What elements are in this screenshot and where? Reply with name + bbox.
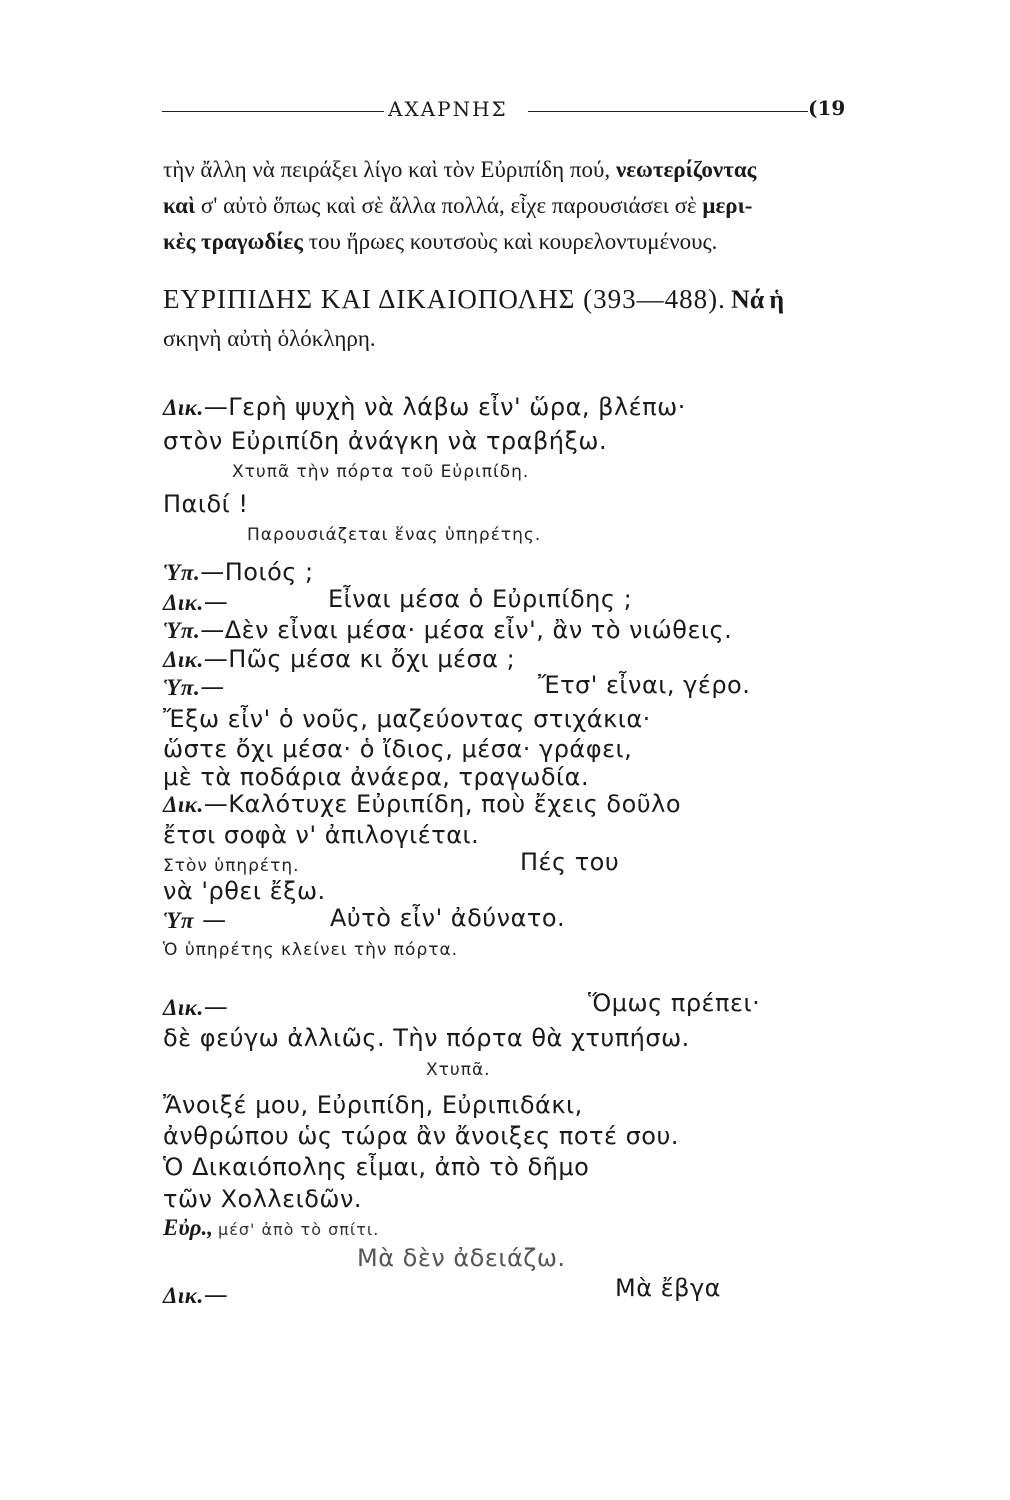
verse-line: νὰ 'ρθει ἔξω. [163, 877, 326, 905]
dialogue-line [163, 1281, 228, 1309]
intro-text: του ἥρωες κουτσοὺς καὶ κουρελοντυμένους. [308, 229, 718, 254]
verse-line: δὲ φεύγω ἀλλιῶς. Τὴν πόρτα θὰ χτυπήσω. [163, 1024, 690, 1052]
verse-text: —Δὲν εἶναι μέσα· μέσα εἶν', ἂν τὸ νιώθεις. [200, 616, 733, 644]
dialogue-line [163, 558, 314, 586]
speaker-label: Εὐρ., [163, 1215, 213, 1240]
speaker-label: Δικ. [163, 395, 204, 420]
intro-bold-text: μερι- [702, 193, 753, 218]
verse-text: —Ποιός ; [200, 558, 314, 586]
verse-line: Ἄνοιξέ μου, Εὐριπίδη, Εὐριπιδάκι, [163, 1091, 583, 1119]
stage-direction: Παρουσιάζεται ἕνας ὑπηρέτης. [247, 525, 542, 545]
verse-line: ὥστε ὄχι μέσα· ὁ ἴδιος, μέσα· γράφει, [163, 735, 633, 763]
speaker-dash: — [200, 673, 225, 701]
section-subtitle: σκηνὴ αὐτὴ ὁλόκληρη. [163, 326, 376, 351]
verse-line: Ὅμως πρέπει· [588, 989, 761, 1017]
verse-line: ἀνθρώπου ὡς τώρα ἂν ἄνοιξες ποτέ σου. [163, 1122, 679, 1150]
dialogue-line [163, 993, 228, 1021]
verse-line: τῶν Χολλειδῶν. [163, 1185, 363, 1213]
verse-line: Μὰ δὲν ἀδειάζω. [357, 1244, 566, 1272]
running-header-title: ΑΧΑΡΝΗΣ [388, 97, 508, 121]
dialogue-line [163, 645, 515, 673]
dialogue-line [163, 393, 686, 421]
speaker-label: Δικ. [163, 995, 204, 1020]
verse-text: —Καλότυχε Εὐριπίδη, ποὺ ἔχεις δοῦλο [203, 790, 682, 818]
verse-line: Παιδί ! [163, 490, 249, 518]
dialogue-line [163, 906, 227, 934]
verse-line: Μὰ ἔβγα [615, 1274, 721, 1302]
stage-direction: Ὁ ὑπηρέτης κλείνει τὴν πόρτα. [163, 940, 459, 960]
speaker-label: Δικ. [163, 647, 204, 672]
speaker-label: Ὑπ. [163, 618, 201, 643]
dialogue-line [163, 588, 228, 616]
section-note: Νά [730, 285, 765, 314]
intro-bold-text: κὲς τραγωδίες [163, 229, 303, 254]
intro-bold-text: καὶ [163, 193, 196, 218]
speaker-label: Ὑπ [163, 908, 194, 933]
header-rule-left [162, 111, 384, 112]
speaker-label: Δικ. [163, 590, 204, 615]
verse-line: μὲ τὰ ποδάρια ἀνάερα, τραγωδία. [163, 763, 590, 791]
verse-text: —Γερὴ ψυχὴ νὰ λάβω εἶν' ὥρα, βλέπω· [203, 393, 686, 421]
section-title: ΕΥΡΙΠΙΔΗΣ ΚΑΙ ΔΙΚΑΙΟΠΟΛΗΣ (393—488). [163, 284, 726, 314]
verse-line: Αὐτὸ εἶν' ἀδύνατο. [330, 904, 566, 932]
intro-line-3 [163, 229, 717, 255]
dialogue-line [163, 790, 681, 818]
stage-direction: Στὸν ὑπηρέτη. [163, 856, 300, 876]
stage-direction: Χτυπᾶ. [426, 1060, 491, 1080]
verse-line: Ὁ Δικαιόπολης εἶμαι, ἀπὸ τὸ δῆμο [163, 1153, 590, 1181]
speaker-dash: — [203, 993, 229, 1021]
intro-text: τὴν ἄλλη νὰ πειράξει λίγο καὶ τὸν Εὐριπίδη πού, [163, 157, 611, 182]
section-note: ἡ [769, 285, 785, 314]
speaker-label: Ὑπ. [163, 675, 201, 700]
intro-line-2 [163, 193, 752, 219]
speaker-label: Ὑπ. [163, 560, 201, 585]
speaker-dash: — [203, 1281, 229, 1309]
dialogue-line [163, 673, 225, 701]
page-number: (19 [808, 96, 846, 120]
verse-line: Ἔξω εἶν' ὁ νοῦς, μαζεύοντας στιχάκια· [163, 705, 651, 733]
speaker-dash: — [202, 906, 227, 934]
verse-line: Εἶναι μέσα ὁ Εὐριπίδης ; [328, 585, 633, 613]
verse-line: στὸν Εὐριπίδη ἀνάγκη νὰ τραβήξω. [163, 427, 608, 455]
verse-line: Ἔτσ' εἶναι, γέρο. [538, 671, 751, 699]
speaker-label: Δικ. [163, 1283, 204, 1308]
stage-direction: μέσ' ἀπὸ τὸ σπίτι. [218, 1220, 380, 1239]
speaker-label: Δικ. [163, 792, 204, 817]
intro-bold-text: νεωτερίζοντας [615, 157, 757, 182]
intro-text: σ' αὐτὸ ὅπως καὶ σὲ ἄλλα πολλά, εἶχε παρουσιάσει σὲ [200, 193, 697, 218]
verse-text: —Πῶς μέσα κι ὄχι μέσα ; [203, 645, 516, 673]
dialogue-line [163, 616, 732, 644]
verse-line: ἔτσι σοφὰ ν' ἀπιλογιέται. [163, 821, 480, 849]
dialogue-line [163, 1215, 379, 1241]
section-heading [163, 284, 784, 315]
intro-line-1 [163, 157, 756, 183]
stage-direction: Χτυπᾶ τὴν πόρτα τοῦ Εὐριπίδη. [232, 462, 530, 482]
speaker-dash: — [203, 588, 229, 616]
verse-line: Πές του [520, 848, 620, 876]
header-rule-right [528, 111, 808, 112]
